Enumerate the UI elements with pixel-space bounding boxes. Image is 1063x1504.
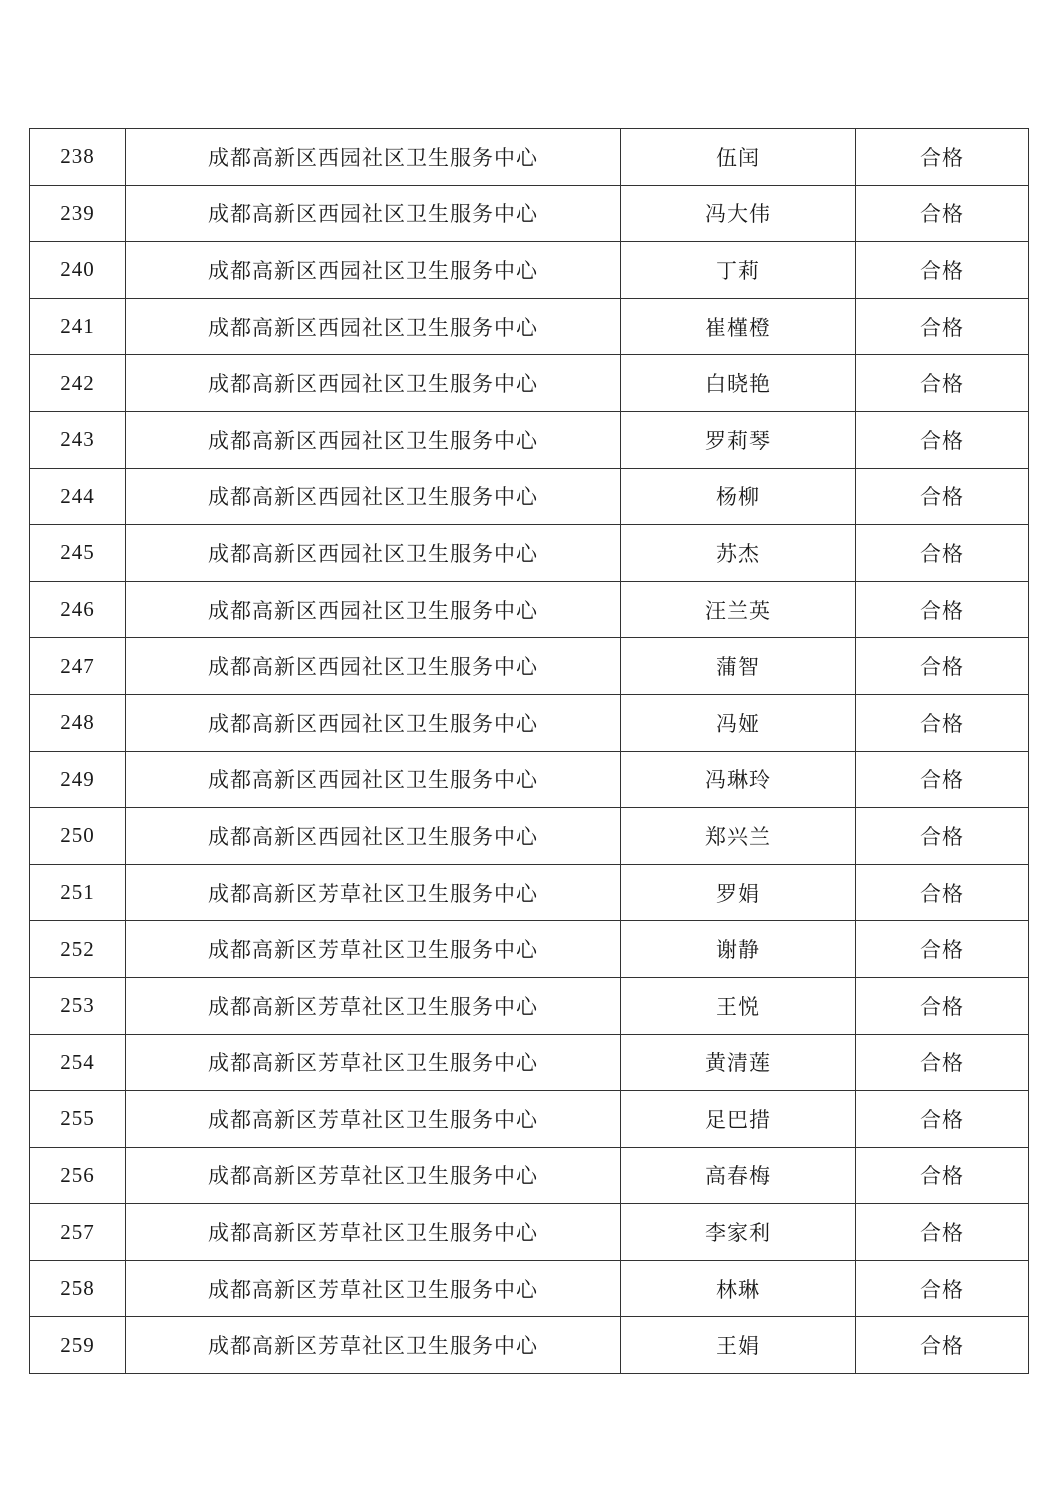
name-cell: 蒲智: [621, 638, 856, 695]
table-row: [30, 977, 1029, 1034]
row-number: 241: [30, 298, 126, 355]
organization-cell: 成都高新区芳草社区卫生服务中心: [126, 1204, 621, 1261]
result-cell: 合格: [856, 185, 1029, 242]
table-row: [30, 185, 1029, 242]
table-row: [30, 298, 1029, 355]
row-number: 252: [30, 921, 126, 978]
table-row: [30, 525, 1029, 582]
table-row: [30, 1317, 1029, 1374]
row-number: 247: [30, 638, 126, 695]
row-number: 250: [30, 808, 126, 865]
result-cell: 合格: [856, 129, 1029, 186]
result-cell: 合格: [856, 808, 1029, 865]
result-cell: 合格: [856, 1204, 1029, 1261]
results-table-body: [30, 129, 1029, 1374]
result-cell: 合格: [856, 1317, 1029, 1374]
organization-cell: 成都高新区西园社区卫生服务中心: [126, 694, 621, 751]
result-cell: 合格: [856, 751, 1029, 808]
name-cell: 崔槿橙: [621, 298, 856, 355]
name-cell: 谢静: [621, 921, 856, 978]
row-number: 242: [30, 355, 126, 412]
organization-cell: 成都高新区西园社区卫生服务中心: [126, 581, 621, 638]
name-cell: 白晓艳: [621, 355, 856, 412]
row-number: 254: [30, 1034, 126, 1091]
result-cell: 合格: [856, 581, 1029, 638]
organization-cell: 成都高新区西园社区卫生服务中心: [126, 129, 621, 186]
row-number: 244: [30, 468, 126, 525]
organization-cell: 成都高新区西园社区卫生服务中心: [126, 242, 621, 299]
table-row: [30, 864, 1029, 921]
row-number: 246: [30, 581, 126, 638]
result-cell: 合格: [856, 977, 1029, 1034]
table-row: [30, 1260, 1029, 1317]
organization-cell: 成都高新区芳草社区卫生服务中心: [126, 1147, 621, 1204]
name-cell: 李家利: [621, 1204, 856, 1261]
organization-cell: 成都高新区西园社区卫生服务中心: [126, 638, 621, 695]
result-cell: 合格: [856, 864, 1029, 921]
table-row: [30, 129, 1029, 186]
table-row: [30, 581, 1029, 638]
organization-cell: 成都高新区西园社区卫生服务中心: [126, 468, 621, 525]
row-number: 256: [30, 1147, 126, 1204]
organization-cell: 成都高新区芳草社区卫生服务中心: [126, 1091, 621, 1148]
name-cell: 杨柳: [621, 468, 856, 525]
organization-cell: 成都高新区西园社区卫生服务中心: [126, 751, 621, 808]
organization-cell: 成都高新区芳草社区卫生服务中心: [126, 1034, 621, 1091]
table-row: [30, 1091, 1029, 1148]
organization-cell: 成都高新区西园社区卫生服务中心: [126, 525, 621, 582]
organization-cell: 成都高新区西园社区卫生服务中心: [126, 185, 621, 242]
name-cell: 林琳: [621, 1260, 856, 1317]
result-cell: 合格: [856, 694, 1029, 751]
row-number: 258: [30, 1260, 126, 1317]
name-cell: 黄清莲: [621, 1034, 856, 1091]
table-row: [30, 694, 1029, 751]
name-cell: 罗娟: [621, 864, 856, 921]
name-cell: 冯娅: [621, 694, 856, 751]
result-cell: 合格: [856, 298, 1029, 355]
row-number: 255: [30, 1091, 126, 1148]
result-cell: 合格: [856, 1034, 1029, 1091]
name-cell: 丁莉: [621, 242, 856, 299]
table-row: [30, 638, 1029, 695]
organization-cell: 成都高新区西园社区卫生服务中心: [126, 411, 621, 468]
table-row: [30, 808, 1029, 865]
organization-cell: 成都高新区西园社区卫生服务中心: [126, 355, 621, 412]
result-cell: 合格: [856, 355, 1029, 412]
row-number: 253: [30, 977, 126, 1034]
row-number: 238: [30, 129, 126, 186]
name-cell: 冯琳玲: [621, 751, 856, 808]
row-number: 259: [30, 1317, 126, 1374]
name-cell: 王悦: [621, 977, 856, 1034]
row-number: 240: [30, 242, 126, 299]
table-row: [30, 751, 1029, 808]
name-cell: 罗莉琴: [621, 411, 856, 468]
row-number: 245: [30, 525, 126, 582]
result-cell: 合格: [856, 1091, 1029, 1148]
name-cell: 郑兴兰: [621, 808, 856, 865]
organization-cell: 成都高新区芳草社区卫生服务中心: [126, 864, 621, 921]
row-number: 249: [30, 751, 126, 808]
result-cell: 合格: [856, 1260, 1029, 1317]
result-cell: 合格: [856, 1147, 1029, 1204]
organization-cell: 成都高新区芳草社区卫生服务中心: [126, 977, 621, 1034]
result-cell: 合格: [856, 468, 1029, 525]
organization-cell: 成都高新区芳草社区卫生服务中心: [126, 921, 621, 978]
organization-cell: 成都高新区芳草社区卫生服务中心: [126, 1317, 621, 1374]
table-row: [30, 1204, 1029, 1261]
row-number: 248: [30, 694, 126, 751]
organization-cell: 成都高新区西园社区卫生服务中心: [126, 298, 621, 355]
row-number: 251: [30, 864, 126, 921]
name-cell: 足巴措: [621, 1091, 856, 1148]
table-row: [30, 468, 1029, 525]
name-cell: 苏杰: [621, 525, 856, 582]
result-cell: 合格: [856, 525, 1029, 582]
organization-cell: 成都高新区西园社区卫生服务中心: [126, 808, 621, 865]
result-cell: 合格: [856, 411, 1029, 468]
table-row: [30, 355, 1029, 412]
result-cell: 合格: [856, 638, 1029, 695]
name-cell: 王娟: [621, 1317, 856, 1374]
table-row: [30, 921, 1029, 978]
organization-cell: 成都高新区芳草社区卫生服务中心: [126, 1260, 621, 1317]
row-number: 243: [30, 411, 126, 468]
name-cell: 汪兰英: [621, 581, 856, 638]
table-row: [30, 1147, 1029, 1204]
result-cell: 合格: [856, 921, 1029, 978]
table-row: [30, 242, 1029, 299]
row-number: 257: [30, 1204, 126, 1261]
table-row: [30, 1034, 1029, 1091]
row-number: 239: [30, 185, 126, 242]
table-row: [30, 411, 1029, 468]
name-cell: 冯大伟: [621, 185, 856, 242]
name-cell: 伍闰: [621, 129, 856, 186]
result-cell: 合格: [856, 242, 1029, 299]
results-table: [29, 128, 1029, 1374]
name-cell: 高春梅: [621, 1147, 856, 1204]
